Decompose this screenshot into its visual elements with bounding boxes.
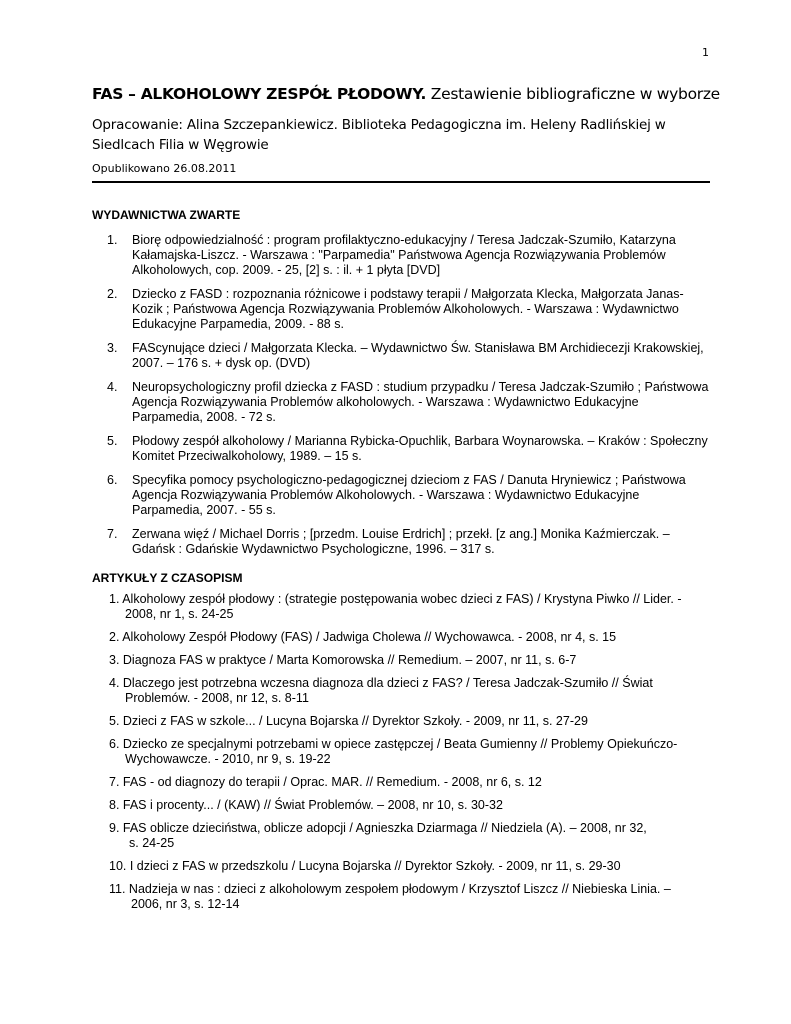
horizontal-rule	[92, 181, 710, 183]
book-number: 2.	[107, 287, 118, 301]
article-text: 2. Alkoholowy Zespół Płodowy (FAS) / Jadwiga Cholewa // Wychowawca. - 2008, nr 4, s. 15	[109, 630, 617, 644]
published-date: Opublikowano 26.08.2011	[92, 162, 237, 175]
article-item	[109, 676, 714, 706]
article-item	[109, 821, 714, 851]
article-continuation: s. 24-25	[129, 836, 175, 850]
article-continuation: 2008, nr 1, s. 24-25	[125, 607, 234, 621]
book-item	[107, 434, 712, 464]
book-number: 4.	[107, 380, 118, 394]
article-item	[109, 630, 714, 645]
book-item	[107, 473, 712, 518]
book-item	[107, 380, 712, 425]
document-title	[92, 85, 720, 103]
article-item	[109, 798, 714, 813]
article-text: 6. Dziecko ze specjalnymi potrzebami w opiece zastępczej / Beata Gumienny // Problemy Opiekuńczo-	[109, 737, 678, 751]
article-item	[109, 714, 714, 729]
book-text: FAScynujące dzieci / Małgorzata Klecka. – Wydawnictwo Św. Stanisława BM Archidiecezji Krakowskiej, 2007. – 176 s. + dysk op. (DVD)	[132, 341, 704, 370]
article-item	[109, 592, 714, 622]
article-text: 7. FAS - od diagnozy do terapii / Oprac. MAR. // Remedium. - 2008, nr 6, s. 12	[109, 775, 542, 789]
section-heading-articles: ARTYKUŁY Z CZASOPISM	[92, 571, 243, 585]
article-continuation: Wychowawcze. - 2010, nr 9, s. 19-22	[125, 752, 331, 766]
article-text: 5. Dzieci z FAS w szkole... / Lucyna Bojarska // Dyrektor Szkoły. - 2009, nr 11, s. 27-29	[109, 714, 588, 728]
book-number: 3.	[107, 341, 118, 355]
page-number: 1	[702, 46, 709, 59]
book-number: 1.	[107, 233, 118, 247]
compiler-info: Opracowanie: Alina Szczepankiewicz. Biblioteka Pedagogiczna im. Heleny Radlińskiej w Siedlcach Filia w Węgrowie	[92, 117, 666, 153]
article-continuation: 2006, nr 3, s. 12-14	[131, 897, 240, 911]
article-text: 4. Dlaczego jest potrzebna wczesna diagnoza dla dzieci z FAS? / Teresa Jadczak-Szumiło // Świat	[109, 676, 653, 690]
book-number: 6.	[107, 473, 118, 487]
article-continuation: Problemów. - 2008, nr 12, s. 8-11	[125, 691, 309, 705]
article-item	[109, 882, 714, 912]
book-item	[107, 287, 712, 332]
title-bold: FAS – ALKOHOLOWY ZESPÓŁ PŁODOWY.	[92, 85, 427, 103]
article-item	[109, 775, 714, 790]
book-item	[107, 527, 712, 557]
book-number: 5.	[107, 434, 118, 448]
article-item	[109, 737, 714, 767]
book-text: Neuropsychologiczny profil dziecka z FASD : studium przypadku / Teresa Jadczak-Szumiło ; Państwowa Agencja Rozwiązywania Problemów alkoholowych. - Warszawa : Wydawnictwo Edukacyjne Parpamedia, 2008. - 72 s.	[132, 380, 709, 424]
book-number: 7.	[107, 527, 118, 541]
section-heading-books: WYDAWNICTWA ZWARTE	[92, 208, 241, 222]
article-item	[109, 859, 714, 874]
book-text: Biorę odpowiedzialność : program profilaktyczno-edukacyjny / Teresa Jadczak-Szumiło, Katarzyna Kałamajska-Liszcz. - Warszawa : "Parpamedia" Państwowa Agencja Rozwiązywania Problemów Alkoholowych, cop. 2009. - 25, [2] s. : il. + 1 płyta [DVD]	[132, 233, 676, 277]
article-text: 10. I dzieci z FAS w przedszkolu / Lucyna Bojarska // Dyrektor Szkoły. - 2009, nr 11, s. 29-30	[109, 859, 621, 873]
articles-list	[109, 592, 714, 920]
books-list	[107, 233, 712, 566]
article-text: 1. Alkoholowy zespół płodowy : (strategie postępowania wobec dzieci z FAS) / Krystyna Piwko // Lider. -	[109, 592, 682, 606]
book-text: Dziecko z FASD : rozpoznania różnicowe i podstawy terapii / Małgorzata Klecka, Małgorzata Janas-Kozik ; Państwowa Agencja Rozwiązywania Problemów Alkoholowych. - Warszawa : Wydawnictwo Edukacyjne Parpamedia, 2009. - 88 s.	[132, 287, 684, 331]
article-text: 11. Nadzieja w nas : dzieci z alkoholowym zespołem płodowym / Krzysztof Liszcz // Niebieska Linia. –	[109, 882, 671, 896]
book-text: Zerwana więź / Michael Dorris ; [przedm. Louise Erdrich] ; przekł. [z ang.] Monika Kaźmierczak. – Gdańsk : Gdańskie Wydawnictwo Psychologiczne, 1996. – 317 s.	[132, 527, 670, 556]
book-text: Specyfika pomocy psychologiczno-pedagogicznej dzieciom z FAS / Danuta Hryniewicz ; Państwowa Agencja Rozwiązywania Problemów Alkoholowych. - Warszawa : Wydawnictwo Edukacyjne Parpamedia, 2007. - 55 s.	[132, 473, 686, 517]
article-text: 9. FAS oblicze dzieciństwa, oblicze adopcji / Agnieszka Dziarmaga // Niedziela (A). – 2008, nr 32,	[109, 821, 647, 835]
title-rest: Zestawienie bibliograficzne w wyborze	[426, 85, 720, 103]
article-text: 3. Diagnoza FAS w praktyce / Marta Komorowska // Remedium. – 2007, nr 11, s. 6-7	[109, 653, 577, 667]
article-item	[109, 653, 714, 668]
book-text: Płodowy zespół alkoholowy / Marianna Rybicka-Opuchlik, Barbara Woynarowska. – Kraków : Społeczny Komitet Przeciwalkoholowy, 1989. – 15 s.	[132, 434, 708, 463]
article-text: 8. FAS i procenty... / (KAW) // Świat Problemów. – 2008, nr 10, s. 30-32	[109, 798, 503, 812]
book-item	[107, 341, 712, 371]
book-item	[107, 233, 712, 278]
